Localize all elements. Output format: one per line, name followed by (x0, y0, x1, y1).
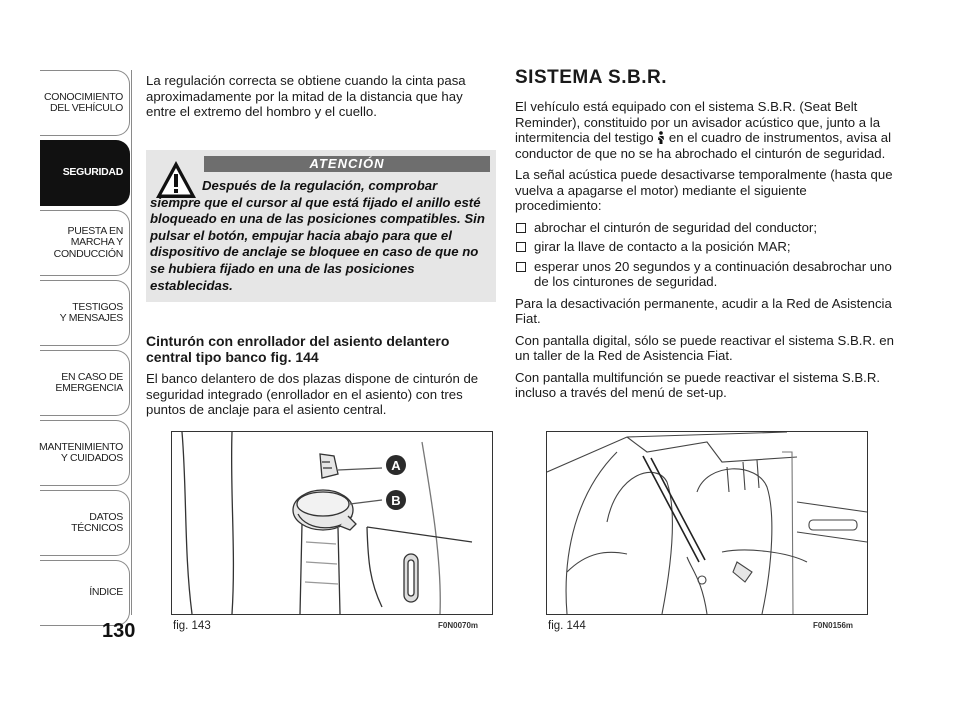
callout-b: B (391, 493, 401, 508)
list-item: girar la llave de contacto a la posición MAR; (515, 239, 895, 255)
warning-text: Después de la regulación, comprobar siempre que el cursor al que está fijado el anillo esté bloqueado en una de las posiciones compatibles. Sin pulsar el botón, empujar hacia abajo para que el dispositivo de anclaje se bloquee en caso de que no se hubiera fijado en una de las posiciones establecidas. (150, 178, 485, 293)
tab-label: SEGURIDAD (62, 166, 123, 179)
sbr-paragraph-1-start: El vehículo está equipado con el sistema S.B.R. (Seat Belt Reminder), constituido por un avisador acústico que, junto a la intermitencia del testigo (515, 99, 881, 145)
callout-a: A (391, 458, 401, 473)
sidebar-divider (131, 70, 132, 615)
list-item: esperar unos 20 segundos y a continuación desabrochar uno de los cinturones de seguridad. (515, 259, 895, 290)
tab-mantenimiento[interactable] (40, 420, 130, 486)
sbr-paragraph-5: Con pantalla multifunción se puede reactivar el sistema S.B.R. incluso a través del menú de set-up. (515, 369, 881, 400)
list-item: abrochar el cinturón de seguridad del conductor; (515, 220, 895, 236)
tab-label: ÍNDICE (89, 586, 123, 599)
tab-testigos-y-mensajes[interactable] (40, 280, 130, 346)
figure-143 (171, 431, 493, 615)
tab-datos-tecnicos[interactable] (40, 490, 130, 556)
tab-label: TESTIGOS Y MENSAJES (59, 300, 123, 324)
left-column-intro (146, 73, 496, 126)
warning-text-container (150, 178, 490, 294)
warning-title: ATENCIÓN (204, 156, 490, 172)
tab-conocimiento-del-vehiculo[interactable] (40, 70, 130, 136)
page-number: 130 (102, 620, 136, 642)
seatbelt-warning-icon (657, 131, 665, 144)
figure-144-code: F0N0156m (813, 621, 854, 630)
sbr-paragraph-4: Con pantalla digital, sólo se puede reactivar el sistema S.B.R. en un taller de la Red de Asistencia Fiat. (515, 332, 894, 363)
tab-indice[interactable] (40, 560, 130, 626)
tab-label: CONOCIMIENTO DEL VEHÍCULO (43, 90, 123, 114)
warning-box (146, 150, 496, 302)
figure-144 (546, 431, 868, 615)
section-paragraph: El banco delantero de dos plazas dispone de cinturón de seguridad integrado (enrollador en el asiento) con tres puntos de anclaje para el asiento central. (146, 371, 479, 417)
sbr-paragraph-3: Para la desactivación permanente, acudir a la Red de Asistencia Fiat. (515, 295, 892, 326)
tab-label: MANTENIMIENTO Y CUIDADOS (39, 440, 123, 464)
tab-label: EN CASO DE EMERGENCIA (55, 370, 123, 394)
section-subheading: Cinturón con enrollador del asiento delantero central tipo banco fig. 144 (146, 333, 450, 365)
sbr-paragraph-1 (515, 99, 895, 161)
right-column (515, 67, 895, 407)
section-title: SISTEMA S.B.R. (515, 67, 667, 88)
tab-puesta-en-marcha[interactable] (40, 210, 130, 276)
figure-143-caption: fig. 143 (173, 620, 211, 632)
figure-144-caption: fig. 144 (548, 620, 586, 632)
sbr-paragraph-2: La señal acústica puede desactivarse temporalmente (hasta que vuelva a apagarse el motor) mediante el siguiente procedimiento: (515, 167, 893, 213)
procedure-list (515, 220, 895, 290)
figure-143-code: F0N0070m (438, 621, 479, 630)
tab-label: DATOS TÉCNICOS (71, 510, 123, 534)
tab-en-caso-de-emergencia[interactable] (40, 350, 130, 416)
sbr-paragraph-1-end: en el cuadro de instrumentos, avisa al conductor de que no se ha abrochado el cinturón de seguridad. (515, 130, 892, 161)
seatbelt-adjuster-illustration (172, 432, 492, 614)
left-column-section (146, 333, 498, 424)
bench-seat-belt-illustration (547, 432, 867, 614)
tab-label: PUESTA EN MARCHA Y CONDUCCIÓN (53, 224, 123, 260)
tab-seguridad[interactable] (40, 140, 130, 206)
intro-paragraph: La regulación correcta se obtiene cuando la cinta pasa aproximadamente por la mitad de la distancia que hay entre el extremo del hombro y el cuello. (146, 73, 466, 119)
